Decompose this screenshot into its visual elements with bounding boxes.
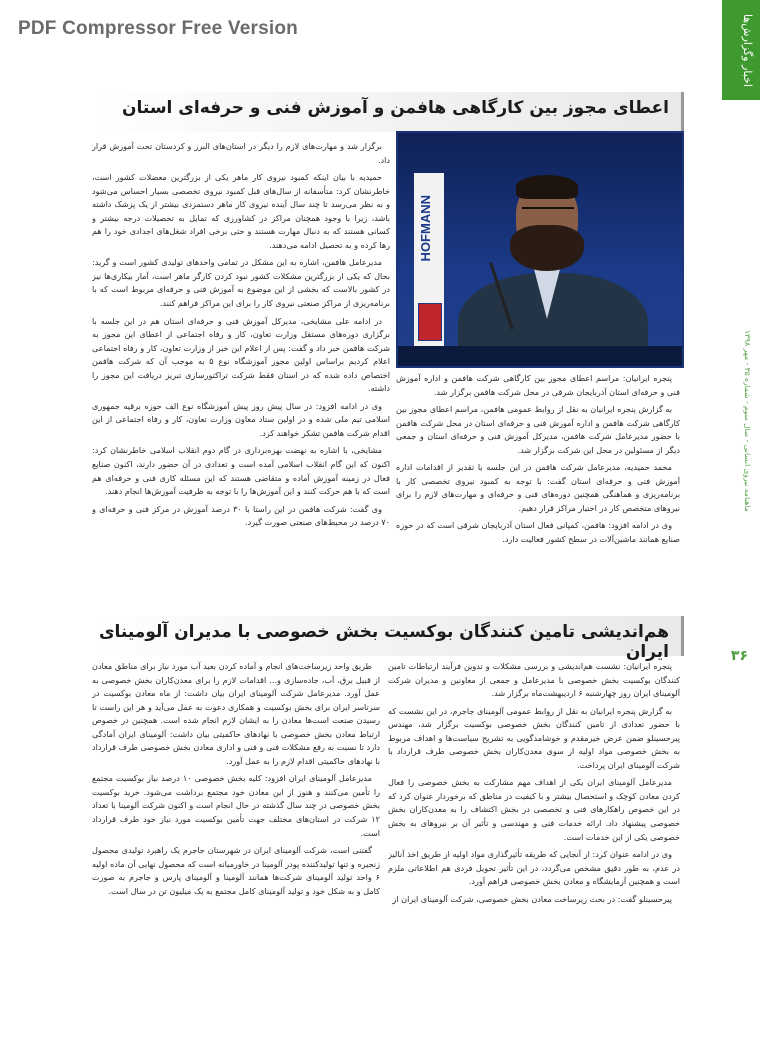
banner-logo xyxy=(418,303,442,341)
paragraph: مشایخی، با اشاره به نهضت بهره‌برداری در گام دوم انقلاب اسلامی خاطرنشان کرد: اکنون که این گام انقلاب اسلامی آمده است و تعدادی در آن حضور دارند، اکنون صنایع فعال در زمینه آموزش آماده و متقاضی هستند که این مسئله کاری فنی و حرفه‌ای هم است که با هم حرکت کنند و این آموزش‌ها را با توجه به ظرفیت آموزش‌ها انجام دهند. xyxy=(92,445,390,497)
article1-headline-bar xyxy=(90,92,684,132)
magazine-info-strip: ماهنامه نیروی انسانی - سال سوم - شماره ۳۵ - مهر ۱۳۹۸ xyxy=(743,330,752,512)
paragraph: وی در ادامه عنوان کرد: از آنجایی که طریقه تأثیرگذاری مواد اولیه از طریق اخذ آنالیز در عدم، به طور دقیق مشخص می‌گردد، در این تأثیر تحویل فردی هم اطلاعاتی ملزم است و همچنین آزمایشگاه و معادن بخش خصوصی فراهم آورد. xyxy=(388,849,680,887)
section-tab-label: اخبار وگزارش‌ها xyxy=(741,14,754,87)
paragraph: به گزارش پنجره ایرانیان به نقل از روابط عمومی آلومینای جاجرم، در این نشست که با حضور تعدادی از تامین کنندگان بخش خصوصی بوکسیت برگزار شد، مهندس پیرحسینلو ضمن عرض خیرمقدم و خوشامدگویی به تشریح سیاست‌ها و اهداف مربوط به بخش خصوصی مواد اولیه از سوی معدن‌کاران بخش خصوصی طرف قرارداد با شرکت آلومینای ایران پرداخت. xyxy=(388,705,680,770)
paragraph: برگزار شد و مهارت‌های لازم را دیگر در استان‌های البرز و کردستان تحت آموزش قرار داد. xyxy=(92,141,390,165)
section-tab xyxy=(722,0,760,100)
paragraph: مدیرعامل آلومینای ایران افزود: کلیه بخش خصوصی ۱۰ درصد نیاز بوکسیت مجتمع را تأمین می‌کنند و هنوز از این معادن خود مجتمع برداشت می‌شود. خرید بوکسیت بخش خصوصی در چند سال گذشته در حال انجام است و اکنون شرکت آلومینا با تعداد ۱۲ شرکت در استان‌های مختلف جهت تأمین بوکسیت مورد نیاز خود طرف قرارداد است. xyxy=(92,773,380,838)
banner-text: HOFMANN xyxy=(418,195,433,262)
article2-headline-bar xyxy=(90,616,684,662)
article1-headline: اعطای مجوز بین کارگاهی هافمن و آموزش فنی و حرفه‌ای استان xyxy=(121,98,669,118)
pdf-watermark: PDF Compressor Free Version xyxy=(18,18,298,39)
paragraph: وی در ادامه افزود: هافمن، کمپانی فعال استان آذربایجان شرقی است که در حوزه صنایع همانند ماشین‌آلات در سطح کشور فعالیت دارد. xyxy=(396,520,680,545)
paragraph: وی گفت: شرکت هافمن در این راستا با ۳۰ درصد آموزش در مرکز فنی و حرفه‌ای و ۷۰ درصد در محیط‌های صنعتی صورت گیرد. xyxy=(92,503,390,528)
paragraph: گفتنی است، شرکت آلومینای ایران در شهرستان جاجرم یک راهبرد تولیدی محصول زنجیره و تنها تولیدکننده پودر آلومینا در خاورمیانه است که محصول نهایی آن ماده اولیه ۶ واحد تولید آلومینای شرکت‌ها همانند آلومینا و آلومینای پارس و جاجرم به صورت کامل و به شکل خود و تولید آلومینای کامل مجتمع به یک میلیون تن در سال است. xyxy=(92,845,380,896)
paragraph: پنجره ایرانیان: نشست هم‌اندیشی و بررسی مشکلات و تدوین فرآیند ارتباطات تامین کنندگان بوکسیت بخش خصوصی با مدیرعامل و جمعی از معاونین و مدیران شرکت آلومینای ایران روز چهارشنبه ۶ اردیبهشت‌ماه برگزار شد. xyxy=(388,661,680,699)
article1-column-continued xyxy=(92,140,390,610)
article2-column-lead xyxy=(388,660,680,970)
article2-column-continued xyxy=(92,660,380,970)
paragraph: مدیرعامل آلومینای ایران یکی از اهداف مهم مشارکت به بخش خصوصی را فعال کردن معادن کوچک و استحصال بیشتر و با کیفیت در مناطق که برخوردار عنوان کرد که در این خصوص راهکارهای فنی و تخصصی در بخش اکتشاف را به معدن‌کاران بخش خصوصی پیشنهاد داد. ارائه خدمات فنی و مهندسی و تأثیر آن بر نیروهای به بخش خصوصی یکی از این خدمات است. xyxy=(388,777,680,842)
paragraph: در ادامه علی مشایخی، مدیرکل آموزش فنی و حرفه‌ای استان هم در این جلسه با برگزاری دوره‌های مستقل وزارت تعاون، کار و رفاه اجتماعی از اعطای این مجوز به شرکت هافمن خبر داد و گفت: پس از اعلام این خبر از وزارت تعاون، کار و رفاه اجتماعی اعلام کردیم براساس اولین مجوز آموزشگاه نوع ۵ به موجب آن که شرکت هافمن اختصاص داده شده که در استان فقط شرکت تراکتورسازی تبریز دریافت این مجوز را داشته. xyxy=(92,315,390,394)
article2-headline: هم‌اندیشی تامین کنندگان بوکسیت بخش خصوصی با مدیران آلومینای ایران xyxy=(98,622,669,662)
page-number: ۳۶ xyxy=(730,648,748,664)
article1-photo xyxy=(396,131,684,368)
paragraph: طریق واحد زیرساخت‌های انجام و آماده کردن بعید آب مورد نیاز برای مناطق معادن از قبیل برق، آب، جاده‌سازی و... اقدامات لازم را برای معدن‌کاران بخش خصوصی به عمل آورد. مدیرعامل شرکت آلومینای ایران بیان داشت: از ماه معادن بوکسیت در سرتاسر ایران برای بخش بوکسیت و همکاری دعوت به عمل می‌آید و هر این راست تا رسیدن صنعت است‌ها معادن را به ایشان لازم انجام شده است. همچنین در خصوص ارتباط معادن بخش خصوصی با نهادهای حاکمیتی بیان داشت: آلومینای ایران آمادگی دارد تا نسبت به رفع مشکلات فنی و فنی و اداری معادن بخش خصوصی طرف قرارداد با نهادهای حاکمیتی اقدام لازم را به عمل آورد. xyxy=(92,661,380,766)
paragraph: حمیدیه با بیان اینکه کمبود نیروی کار ماهر یکی از بزرگترین معضلات کشور است، خاطرنشان کرد: متأسفانه از سال‌های قبل کمبود نیروی تخصصی بسیار احساس می‌شود و به نظر می‌رسد تا چند سال آینده نیروی کار ماهر دستمزدی بیشتر از یک پزشک داشته باشد، زیرا با وجود همچنان مراکز در کشاورزی که تمایل به تحصیلات درجه بیشتر و کسانی هستند که به دنبال مهارت هستند و حتی برخی افراد شغل‌های اجدادی خود را هم رها کرده و به تحصیل ادامه می‌دهند. xyxy=(92,172,390,250)
paragraph: مدیرعامل هافمن، اشاره به این مشکل در تمامی واحدهای تولیدی کشور است و گرید: بحال که یکی از بزرگترین مشکلات کشور نبود کردن کارگر ماهر است، آمار بیکاری‌ها نیز در کشور بالاست که بخشی از این موضوع به آموزش فنی و حرفه‌ای مربوط است که با برنامه‌ریزی از مراکز صنعتی نیروی کار را برای این مراکز فراهم کنند. xyxy=(92,257,390,309)
paragraph: به گزارش پنجره ایرانیان به نقل از روابط عمومی هافمن، مراسم اعطای مجوز بین کارگاهی شرکت هافمن و اداره آموزش فنی و حرفه‌ای استان در محل شرکت هافمن با حضور مدیرعامل شرکت هافمن، مدیرکل آموزش فنی و حرفه‌ای استان و جمعی دیگر از مسئولین در محل این شرکت برگزار شد. xyxy=(396,404,680,455)
paragraph: محمد حمیدیه، مدیرعامل شرکت هافمن در این جلسه با تقدیر از اقدامات اداره آموزش فنی و حرفه‌ای استان گفت: با توجه به کمبود نیروی تخصصی کار با برنامه‌ریزی و هماهنگی همچنین دوره‌های فنی و حرفه‌ای و مهارت‌های لازم را برای نیروهای متخصص کار در اختیار مراکز قرار دهیم. xyxy=(396,462,680,513)
paragraph: پنجره ایرانیان: مراسم اعطای مجوز بین کارگاهی شرکت هافمن و اداره آموزش فنی و حرفه‌ای استان آذربایجان شرقی در محل شرکت هافمن برگزار شد. xyxy=(396,373,680,397)
article1-column-lead xyxy=(396,372,680,610)
paragraph: وی در ادامه افزود: در سال پیش روز پیش آموزشگاه نوع الف حوزه برقیه جمهوری اسلامی تیم ملی شده و در اولین ستاد معاون وزارت تعاون، کار و رفاه اجتماعی از این اقدام شرکت هافمن تشکر خواهند کرد. xyxy=(92,400,390,438)
paragraph: پیرحسینلو گفت: در بحث زیرساخت معادن بخش خصوصی، شرکت آلومینای ایران از xyxy=(392,893,672,904)
